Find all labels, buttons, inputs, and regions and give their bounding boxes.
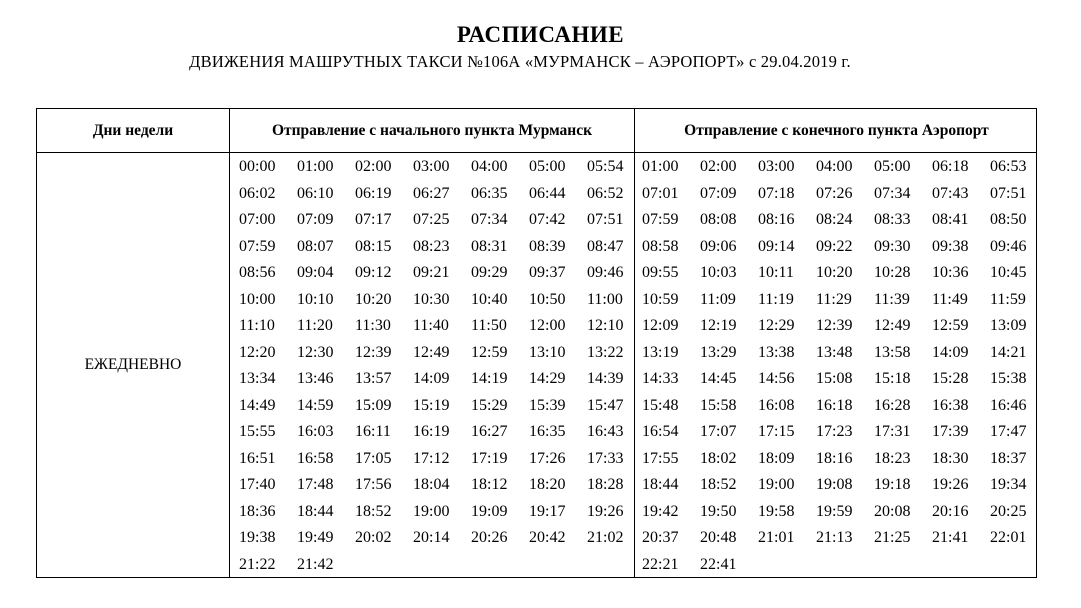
airport-time: 17:15 [758, 423, 795, 440]
murmansk-time: 03:00 [413, 158, 450, 175]
murmansk-time: 17:33 [587, 449, 624, 467]
schedule-table [36, 108, 1037, 578]
airport-time: 12:19 [700, 317, 737, 334]
murmansk-time: 07:25 [413, 211, 450, 228]
murmansk-row [239, 446, 645, 473]
murmansk-time: 18:52 [355, 502, 392, 520]
airport-time: 08:50 [990, 211, 1027, 228]
airport-time: 13:09 [990, 317, 1027, 334]
airport-time: 12:59 [932, 317, 969, 334]
days-value: ЕЖЕДНЕВНО [84, 355, 182, 373]
header-days: Дни недели [92, 122, 174, 139]
airport-time: 11:09 [700, 290, 736, 308]
airport-row [642, 472, 1048, 499]
murmansk-time: 19:00 [413, 502, 450, 520]
murmansk-time: 17:12 [413, 449, 450, 467]
airport-time: 09:38 [932, 237, 969, 255]
murmansk-time: 17:40 [239, 476, 276, 493]
airport-time: 20:37 [642, 529, 679, 546]
murmansk-row [239, 313, 645, 340]
airport-time: 19:50 [700, 502, 737, 520]
airport-time: 11:29 [816, 290, 852, 308]
airport-time: 11:49 [932, 290, 968, 308]
document-subtitle: ДВИЖЕНИЯ МАШРУТНЫХ ТАКСИ №106А «МУРМАНСК – АЭРОПОРТ» с 29.04.2019 г. [189, 52, 851, 71]
murmansk-time: 15:29 [471, 396, 508, 414]
murmansk-time: 13:34 [239, 370, 276, 387]
murmansk-time: 13:22 [587, 343, 624, 361]
murmansk-time: 18:36 [239, 502, 276, 520]
airport-time: 12:09 [642, 317, 679, 334]
murmansk-time: 10:40 [471, 290, 508, 308]
murmansk-time: 16:11 [355, 423, 391, 440]
airport-row [642, 313, 1048, 340]
murmansk-time: 10:30 [413, 290, 450, 308]
murmansk-time: 11:40 [413, 317, 449, 334]
murmansk-time: 08:23 [413, 237, 450, 255]
airport-row [642, 154, 1048, 181]
airport-time: 08:33 [874, 211, 911, 228]
airport-time: 09:46 [990, 237, 1027, 255]
airport-time: 07:18 [758, 184, 795, 202]
airport-time: 15:08 [816, 370, 853, 387]
airport-time: 07:09 [700, 184, 737, 202]
murmansk-time: 06:19 [355, 184, 392, 202]
murmansk-time: 09:46 [587, 264, 624, 281]
airport-time: 19:26 [932, 476, 969, 493]
airport-row [642, 552, 1048, 579]
airport-time: 08:08 [700, 211, 737, 228]
airport-time: 19:58 [758, 502, 795, 520]
airport-time: 08:24 [816, 211, 853, 228]
airport-row [642, 366, 1048, 393]
airport-time: 17:55 [642, 449, 679, 467]
murmansk-time: 15:55 [239, 423, 276, 440]
airport-time: 13:29 [700, 343, 737, 361]
airport-time: 18:09 [758, 449, 795, 467]
murmansk-time: 19:49 [297, 529, 334, 546]
murmansk-time: 18:12 [471, 476, 508, 493]
airport-time: 20:16 [932, 502, 969, 520]
airport-time: 18:23 [874, 449, 911, 467]
murmansk-time: 18:44 [297, 502, 334, 520]
murmansk-time: 14:29 [529, 370, 566, 387]
murmansk-time: 15:39 [529, 396, 566, 414]
murmansk-time: 20:42 [529, 529, 566, 546]
airport-time: 07:51 [990, 184, 1027, 202]
airport-row [642, 419, 1048, 446]
murmansk-time: 04:00 [471, 158, 508, 175]
airport-time: 17:07 [700, 423, 737, 440]
murmansk-time: 21:02 [587, 529, 624, 546]
airport-time: 01:00 [642, 158, 679, 175]
airport-time: 07:26 [816, 184, 853, 202]
murmansk-time: 14:49 [239, 396, 276, 414]
airport-time: 19:18 [874, 476, 911, 493]
murmansk-time: 07:09 [297, 211, 334, 228]
murmansk-time: 18:04 [413, 476, 450, 493]
murmansk-row [239, 499, 645, 526]
murmansk-row [239, 287, 645, 314]
murmansk-time: 01:00 [297, 158, 334, 175]
murmansk-time: 09:29 [471, 264, 508, 281]
airport-row [642, 446, 1048, 473]
airport-time: 18:02 [700, 449, 737, 467]
murmansk-time: 17:19 [471, 449, 508, 467]
murmansk-row [239, 260, 645, 287]
airport-row [642, 260, 1048, 287]
airport-time: 22:41 [700, 555, 737, 573]
airport-time: 08:16 [758, 211, 795, 228]
airport-row [642, 287, 1048, 314]
murmansk-time: 09:37 [529, 264, 566, 281]
murmansk-time: 12:10 [587, 317, 624, 334]
airport-time: 07:34 [874, 184, 911, 202]
murmansk-time: 11:50 [471, 317, 507, 334]
murmansk-time: 02:00 [355, 158, 392, 175]
murmansk-time: 15:47 [587, 396, 624, 414]
airport-time: 10:03 [700, 264, 737, 281]
murmansk-row [239, 154, 645, 181]
airport-time: 10:11 [758, 264, 794, 281]
airport-times [642, 154, 1048, 578]
airport-time: 21:41 [932, 529, 969, 546]
murmansk-time: 18:28 [587, 476, 624, 493]
airport-time: 11:39 [874, 290, 910, 308]
airport-row [642, 340, 1048, 367]
airport-time: 07:01 [642, 184, 679, 202]
airport-time: 03:00 [758, 158, 795, 175]
murmansk-time: 19:26 [587, 502, 624, 520]
airport-time: 15:18 [874, 370, 911, 387]
airport-time: 07:59 [642, 211, 679, 228]
airport-time: 18:52 [700, 476, 737, 493]
airport-time: 15:38 [990, 370, 1027, 387]
murmansk-time: 00:00 [239, 158, 276, 175]
murmansk-time: 16:35 [529, 423, 566, 440]
airport-time: 09:22 [816, 237, 853, 255]
murmansk-row [239, 552, 645, 579]
murmansk-time: 12:59 [471, 343, 508, 361]
murmansk-time: 09:12 [355, 264, 392, 281]
airport-time: 14:56 [758, 370, 795, 387]
murmansk-time: 13:57 [355, 370, 392, 387]
murmansk-time: 14:39 [587, 370, 624, 387]
murmansk-time: 06:44 [529, 184, 566, 202]
murmansk-time: 09:04 [297, 264, 334, 281]
airport-time: 18:30 [932, 449, 969, 467]
airport-row [642, 234, 1048, 261]
murmansk-time: 10:10 [297, 290, 334, 308]
airport-time: 09:30 [874, 237, 911, 255]
murmansk-time: 07:34 [471, 211, 508, 228]
murmansk-row [239, 340, 645, 367]
airport-time: 14:45 [700, 370, 737, 387]
murmansk-time: 09:21 [413, 264, 450, 281]
airport-time: 19:34 [990, 476, 1027, 493]
airport-time: 12:29 [758, 317, 795, 334]
murmansk-time: 21:42 [297, 555, 334, 573]
airport-time: 09:14 [758, 237, 795, 255]
murmansk-time: 06:52 [587, 184, 624, 202]
airport-time: 06:53 [990, 158, 1027, 175]
murmansk-row [239, 366, 645, 393]
document-title: РАСПИСАНИЕ [456, 22, 625, 47]
murmansk-time: 06:27 [413, 184, 450, 202]
murmansk-time: 07:17 [355, 211, 392, 228]
airport-time: 08:58 [642, 237, 679, 255]
airport-time: 02:00 [700, 158, 737, 175]
murmansk-time: 19:17 [529, 502, 566, 520]
murmansk-time: 12:20 [239, 343, 276, 361]
murmansk-time: 08:15 [355, 237, 392, 255]
airport-time: 10:36 [932, 264, 969, 281]
murmansk-time: 16:58 [297, 449, 334, 467]
murmansk-time: 14:09 [413, 370, 450, 387]
murmansk-time: 19:09 [471, 502, 508, 520]
airport-time: 15:28 [932, 370, 969, 387]
airport-time: 10:20 [816, 264, 853, 281]
murmansk-time: 08:56 [239, 264, 276, 281]
header-departure-airport: Отправление с конечного пункта Аэропорт [684, 122, 989, 139]
airport-time: 09:55 [642, 264, 679, 281]
murmansk-time: 12:00 [529, 317, 566, 334]
airport-time: 08:41 [932, 211, 969, 228]
murmansk-time: 07:00 [239, 211, 276, 228]
airport-row [642, 393, 1048, 420]
murmansk-time: 14:59 [297, 396, 334, 414]
airport-time: 14:33 [642, 370, 679, 387]
murmansk-time: 05:00 [529, 158, 566, 175]
airport-time: 15:58 [700, 396, 737, 414]
murmansk-row [239, 207, 645, 234]
airport-time: 21:13 [816, 529, 853, 546]
airport-time: 18:37 [990, 449, 1027, 467]
murmansk-time: 11:10 [239, 317, 275, 334]
airport-time: 06:18 [932, 158, 969, 175]
airport-time: 17:23 [816, 423, 853, 440]
airport-time: 20:48 [700, 529, 737, 546]
airport-time: 12:39 [816, 317, 853, 334]
murmansk-time: 06:02 [239, 184, 276, 202]
airport-time: 19:00 [758, 476, 795, 493]
murmansk-row [239, 234, 645, 261]
airport-time: 19:42 [642, 502, 679, 520]
airport-time: 16:18 [816, 396, 853, 414]
murmansk-time: 17:26 [529, 449, 566, 467]
murmansk-time: 08:47 [587, 237, 624, 255]
murmansk-time: 07:51 [587, 211, 624, 228]
murmansk-time: 16:27 [471, 423, 508, 440]
murmansk-time: 18:20 [529, 476, 566, 493]
airport-time: 14:21 [990, 343, 1027, 361]
murmansk-time: 20:26 [471, 529, 508, 546]
airport-time: 19:59 [816, 502, 853, 520]
murmansk-time: 20:02 [355, 529, 392, 546]
airport-row [642, 525, 1048, 552]
murmansk-row [239, 525, 645, 552]
murmansk-time: 21:22 [239, 555, 276, 573]
murmansk-time: 17:05 [355, 449, 392, 467]
header-departure-murmansk: Отправление с начального пункта Мурманск [271, 122, 593, 139]
murmansk-time: 07:59 [239, 237, 276, 255]
murmansk-time: 15:19 [413, 396, 450, 414]
airport-time: 21:25 [874, 529, 911, 546]
airport-time: 16:46 [990, 396, 1027, 414]
airport-time: 13:38 [758, 343, 795, 361]
murmansk-time: 07:42 [529, 211, 566, 228]
murmansk-time: 11:00 [587, 290, 623, 308]
murmansk-time: 10:20 [355, 290, 392, 308]
airport-time: 05:00 [874, 158, 911, 175]
murmansk-time: 12:30 [297, 343, 334, 361]
murmansk-row [239, 419, 645, 446]
airport-time: 21:01 [758, 529, 795, 546]
airport-time: 18:16 [816, 449, 853, 467]
airport-time: 18:44 [642, 476, 679, 493]
murmansk-time: 15:09 [355, 396, 392, 414]
murmansk-time: 08:07 [297, 237, 334, 255]
airport-row [642, 207, 1048, 234]
murmansk-time: 13:10 [529, 343, 566, 361]
murmansk-time: 16:19 [413, 423, 450, 440]
airport-time: 16:28 [874, 396, 911, 414]
airport-row [642, 499, 1048, 526]
airport-time: 04:00 [816, 158, 853, 175]
murmansk-time: 10:00 [239, 290, 276, 308]
murmansk-time: 11:30 [355, 317, 391, 334]
airport-time: 11:59 [990, 290, 1026, 308]
murmansk-time: 13:46 [297, 370, 334, 387]
murmansk-time: 06:35 [471, 184, 508, 202]
airport-time: 20:25 [990, 502, 1027, 520]
murmansk-time: 16:03 [297, 423, 334, 440]
airport-time: 20:08 [874, 502, 911, 520]
airport-time: 14:09 [932, 343, 969, 361]
murmansk-row [239, 472, 645, 499]
murmansk-row [239, 181, 645, 208]
murmansk-time: 05:54 [587, 158, 624, 175]
days-cell [37, 152, 229, 577]
airport-time: 16:38 [932, 396, 969, 414]
murmansk-time: 14:19 [471, 370, 508, 387]
airport-time: 19:08 [816, 476, 853, 493]
airport-time: 07:43 [932, 184, 969, 202]
murmansk-time: 08:39 [529, 237, 566, 255]
murmansk-time: 10:50 [529, 290, 566, 308]
murmansk-row [239, 393, 645, 420]
airport-time: 17:39 [932, 423, 969, 440]
murmansk-time: 16:51 [239, 449, 276, 467]
murmansk-time: 06:10 [297, 184, 334, 202]
murmansk-time: 17:48 [297, 476, 334, 493]
murmansk-time: 20:14 [413, 529, 450, 546]
airport-time: 10:45 [990, 264, 1027, 281]
airport-time: 16:08 [758, 396, 795, 414]
airport-time: 22:21 [642, 555, 679, 573]
murmansk-times [239, 154, 645, 578]
murmansk-time: 19:38 [239, 529, 276, 546]
airport-time: 09:06 [700, 237, 737, 255]
airport-time: 16:54 [642, 423, 679, 440]
murmansk-time: 08:31 [471, 237, 508, 255]
murmansk-time: 17:56 [355, 476, 392, 493]
airport-time: 13:48 [816, 343, 853, 361]
airport-time: 22:01 [990, 529, 1027, 546]
airport-time: 15:48 [642, 396, 679, 414]
murmansk-time: 16:43 [587, 423, 624, 440]
column-divider [229, 109, 230, 577]
murmansk-time: 12:39 [355, 343, 392, 361]
airport-time: 10:59 [642, 290, 679, 308]
airport-time: 13:19 [642, 343, 679, 361]
airport-time: 10:28 [874, 264, 911, 281]
murmansk-time: 11:20 [297, 317, 333, 334]
airport-row [642, 181, 1048, 208]
airport-time: 11:19 [758, 290, 794, 308]
murmansk-time: 12:49 [413, 343, 450, 361]
airport-time: 12:49 [874, 317, 911, 334]
airport-time: 17:31 [874, 423, 911, 440]
airport-time: 13:58 [874, 343, 911, 361]
airport-time: 17:47 [990, 423, 1027, 440]
